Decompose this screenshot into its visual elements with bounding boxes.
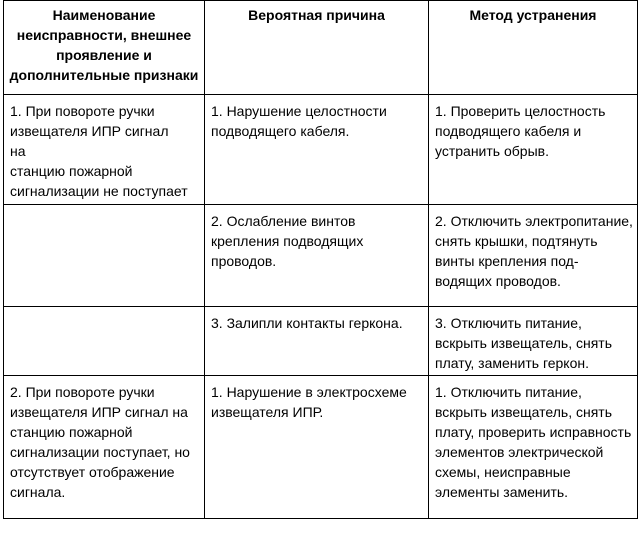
cell-cause: 1. Нарушение в электросхеме извещателя ИПР. <box>205 376 429 519</box>
cell-cause: 3. Залипли контакты геркона. <box>205 307 429 376</box>
cell-remedy: 1. Отключить питание, вскрыть извещатель, снять плату, проверить исправность элементов электрической схемы, неисправные элементы заменить. <box>429 376 638 519</box>
header-symptom: Наименование неисправности, внешнее проявление и дополнительные признаки <box>4 1 205 95</box>
cell-symptom: 1. При повороте ручки извещателя ИПР сигнал на станцию пожарной сигнализации не поступает <box>4 95 205 205</box>
cell-remedy: 2. Отключить электропитание, снять крышки, подтянуть винты крепления под- водящих проводов. <box>429 205 638 307</box>
table-row <box>4 376 638 519</box>
header-remedy: Метод устранения <box>429 1 638 95</box>
table-row <box>4 205 638 307</box>
troubleshooting-table <box>3 0 638 519</box>
cell-remedy: 3. Отключить питание, вскрыть извещатель, снять плату, заменить геркон. <box>429 307 638 376</box>
table-row <box>4 95 638 205</box>
cell-symptom <box>4 205 205 307</box>
cell-remedy: 1. Проверить целостность подводящего кабеля и устранить обрыв. <box>429 95 638 205</box>
table-header-row <box>4 1 638 95</box>
cell-cause: 2. Ослабление винтов крепления подводящих проводов. <box>205 205 429 307</box>
cell-symptom: 2. При повороте ручки извещателя ИПР сигнал на станцию пожарной сигнализации поступает, но отсутствует отображение сигнала. <box>4 376 205 519</box>
header-cause: Вероятная причина <box>205 1 429 95</box>
cell-symptom <box>4 307 205 376</box>
table-row <box>4 307 638 376</box>
cell-cause: 1. Нарушение целостности подводящего кабеля. <box>205 95 429 205</box>
